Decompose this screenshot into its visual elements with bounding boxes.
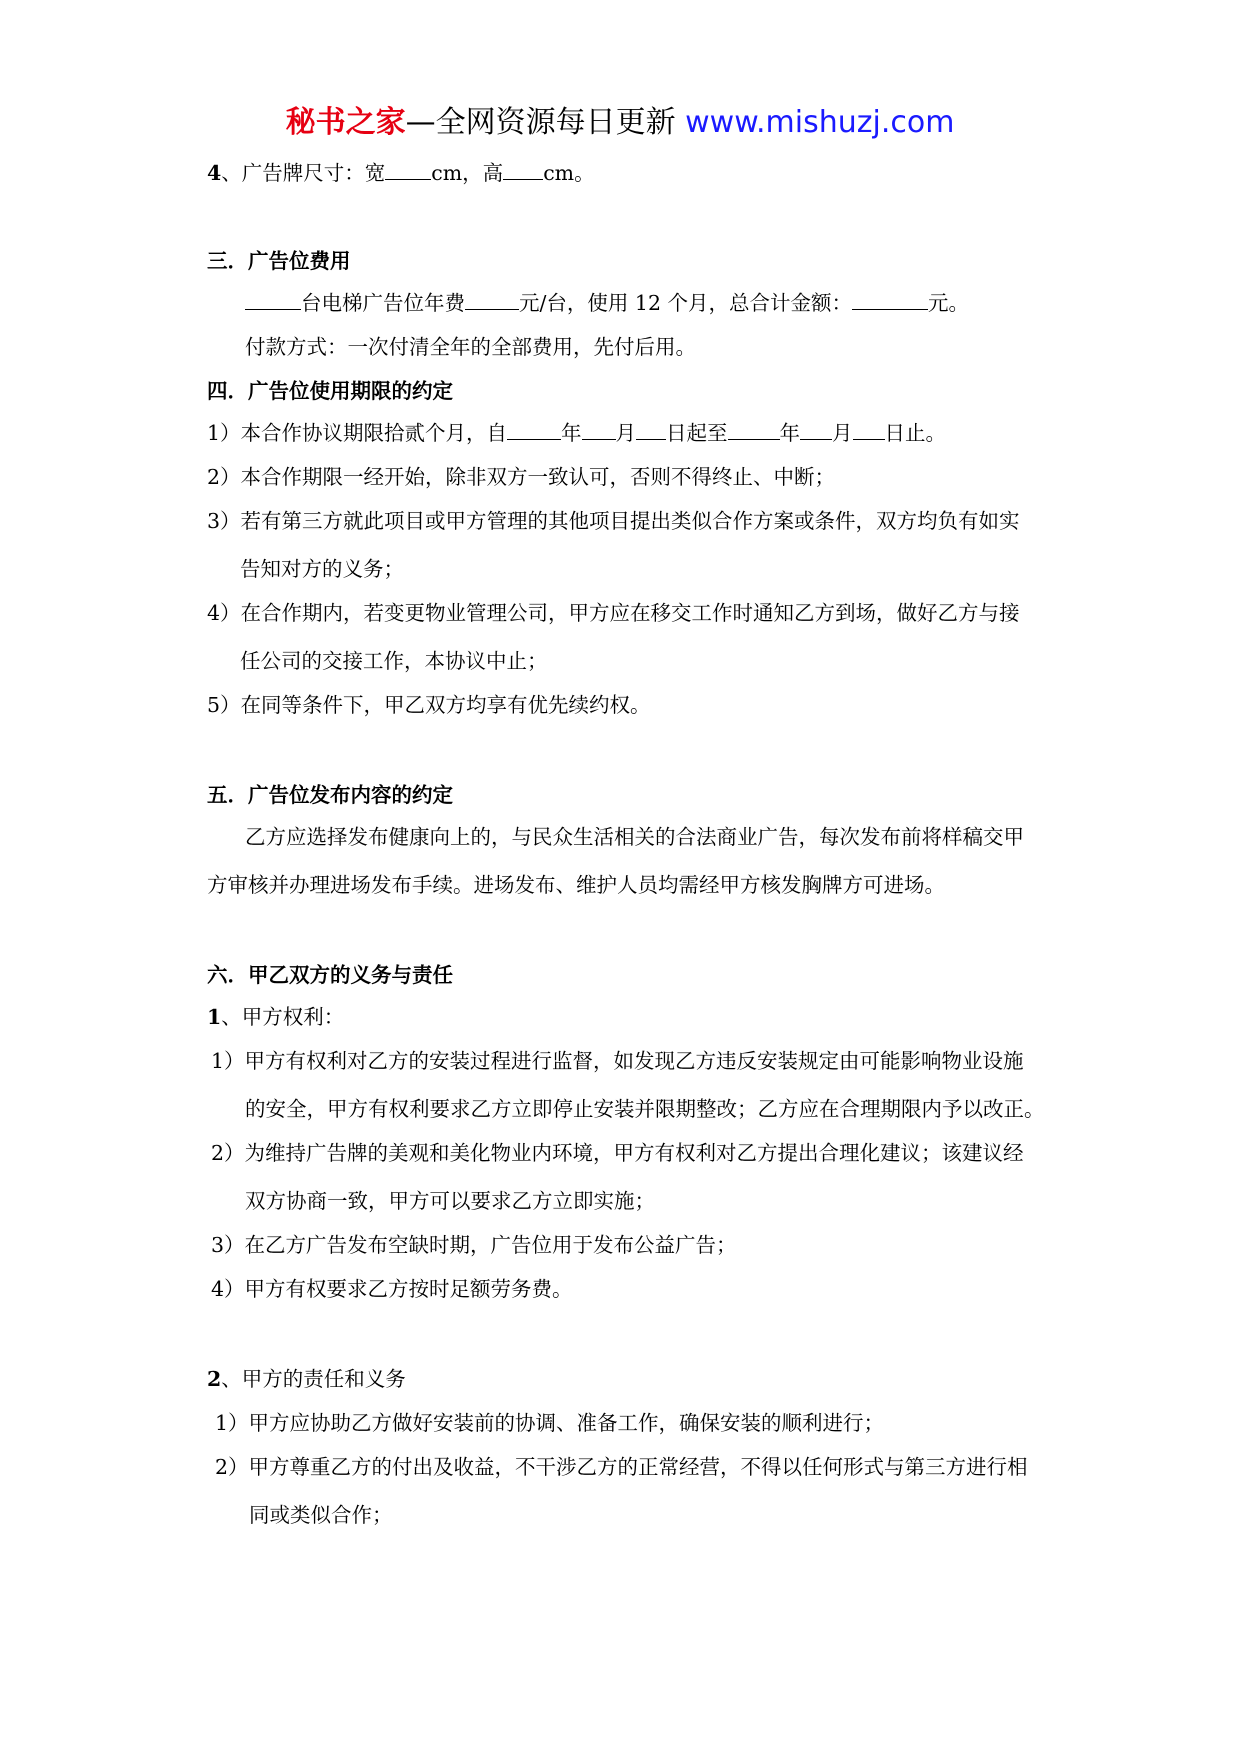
section-4-heading: 四．广告位使用期限的约定 <box>207 379 453 403</box>
right-item-2-line-1: 2）为维持广告牌的美观和美化物业内环境，甲方有权利对乙方提出合理化建议；该建议经 <box>211 1141 1024 1165</box>
sub-heading-rights <box>207 1004 344 1030</box>
size-item-text-2: cm，高 <box>431 161 504 185</box>
watermark <box>0 103 1240 143</box>
term-text-7: 日止。 <box>884 421 947 445</box>
blank-field <box>507 421 561 440</box>
blank-field <box>245 291 301 310</box>
content-paragraph-line-2: 方审核并办理进场发布手续。进场发布、维护人员均需经甲方核发胸牌方可进场。 <box>207 873 945 897</box>
right-item-2-line-2: 双方协商一致，甲方可以要求乙方立即实施； <box>245 1189 655 1213</box>
sub-text: 、甲方的责任和义务 <box>221 1367 406 1391</box>
term-text-2: 年 <box>561 421 582 445</box>
blank-field <box>582 421 616 440</box>
term-text-5: 年 <box>779 421 801 445</box>
term-text-6: 月 <box>832 421 853 445</box>
payment-line: 付款方式：一次付清全年的全部费用，先付后用。 <box>245 335 696 359</box>
term-text-4: 日起至 <box>666 421 728 445</box>
size-item <box>207 160 595 186</box>
term-text-3: 月 <box>615 421 637 445</box>
fee-text-3: 元。 <box>928 291 970 315</box>
blank-field <box>465 291 519 310</box>
blank-field <box>503 161 543 180</box>
size-item-text-3: cm。 <box>543 161 595 185</box>
blank-field <box>728 421 780 440</box>
section-5-heading: 五．广告位发布内容的约定 <box>207 783 453 807</box>
term-item-5: 5）在同等条件下，甲乙双方均享有优先续约权。 <box>207 693 651 717</box>
right-item-3: 3）在乙方广告发布空缺时期，广告位用于发布公益广告； <box>211 1233 737 1257</box>
duty-item-1: 1）甲方应协助乙方做好安装前的协调、准备工作，确保安装的顺利进行； <box>215 1411 885 1435</box>
fee-text-1: 台电梯广告位年费 <box>301 291 465 315</box>
term-text-1: 1）本合作协议期限拾贰个月，自 <box>207 421 508 445</box>
watermark-slogan: —全网资源每日更新 <box>405 105 686 140</box>
term-item-4-line-1: 4）在合作期内，若变更物业管理公司，甲方应在移交工作时通知乙方到场，做好乙方与接 <box>207 601 1020 625</box>
fee-text-2: 元/台，使用 12 个月，总合计金额： <box>519 291 853 315</box>
blank-field <box>852 291 928 310</box>
watermark-brand: 秘书之家 <box>285 105 406 140</box>
term-item-3-line-1: 3）若有第三方就此项目或甲方管理的其他项目提出类似合作方案或条件，双方均负有如实 <box>207 509 1020 533</box>
right-item-4: 4）甲方有权要求乙方按时足额劳务费。 <box>211 1277 573 1301</box>
duty-item-2-line-2: 同或类似合作； <box>249 1503 393 1527</box>
section-3-heading: 三．广告位费用 <box>207 249 351 273</box>
blank-field <box>636 421 666 440</box>
item-number: 4 <box>207 161 222 185</box>
right-item-1-line-2: 的安全，甲方有权利要求乙方立即停止安装并限期整改；乙方应在合理期限内予以改正。 <box>245 1097 1045 1121</box>
content-paragraph-line-1: 乙方应选择发布健康向上的，与民众生活相关的合法商业广告，每次发布前将样稿交甲 <box>245 825 1024 849</box>
size-item-text-1: 、广告牌尺寸：宽 <box>221 161 386 185</box>
sub-number: 1 <box>207 1005 222 1029</box>
sub-text: 、甲方权利： <box>221 1005 345 1029</box>
sub-heading-duties <box>207 1366 406 1392</box>
right-item-1-line-1: 1）甲方有权利对乙方的安装过程进行监督，如发现乙方违反安装规定由可能影响物业设施 <box>211 1049 1024 1073</box>
fee-line <box>245 290 969 316</box>
duty-item-2-line-1: 2）甲方尊重乙方的付出及收益，不干涉乙方的正常经营，不得以任何形式与第三方进行相 <box>215 1455 1028 1479</box>
term-item-3-line-2: 告知对方的义务； <box>240 557 404 581</box>
term-item-1 <box>207 420 946 446</box>
watermark-url[interactable]: www.mishuzj.com <box>685 105 955 140</box>
sub-number: 2 <box>207 1367 222 1391</box>
blank-field <box>385 161 431 180</box>
blank-field <box>853 421 885 440</box>
term-item-2: 2）本合作期限一经开始，除非双方一致认可，否则不得终止、中断； <box>207 465 836 489</box>
section-6-heading: 六．甲乙双方的义务与责任 <box>207 963 453 987</box>
term-item-4-line-2: 任公司的交接工作，本协议中止； <box>240 649 548 673</box>
blank-field <box>800 421 832 440</box>
